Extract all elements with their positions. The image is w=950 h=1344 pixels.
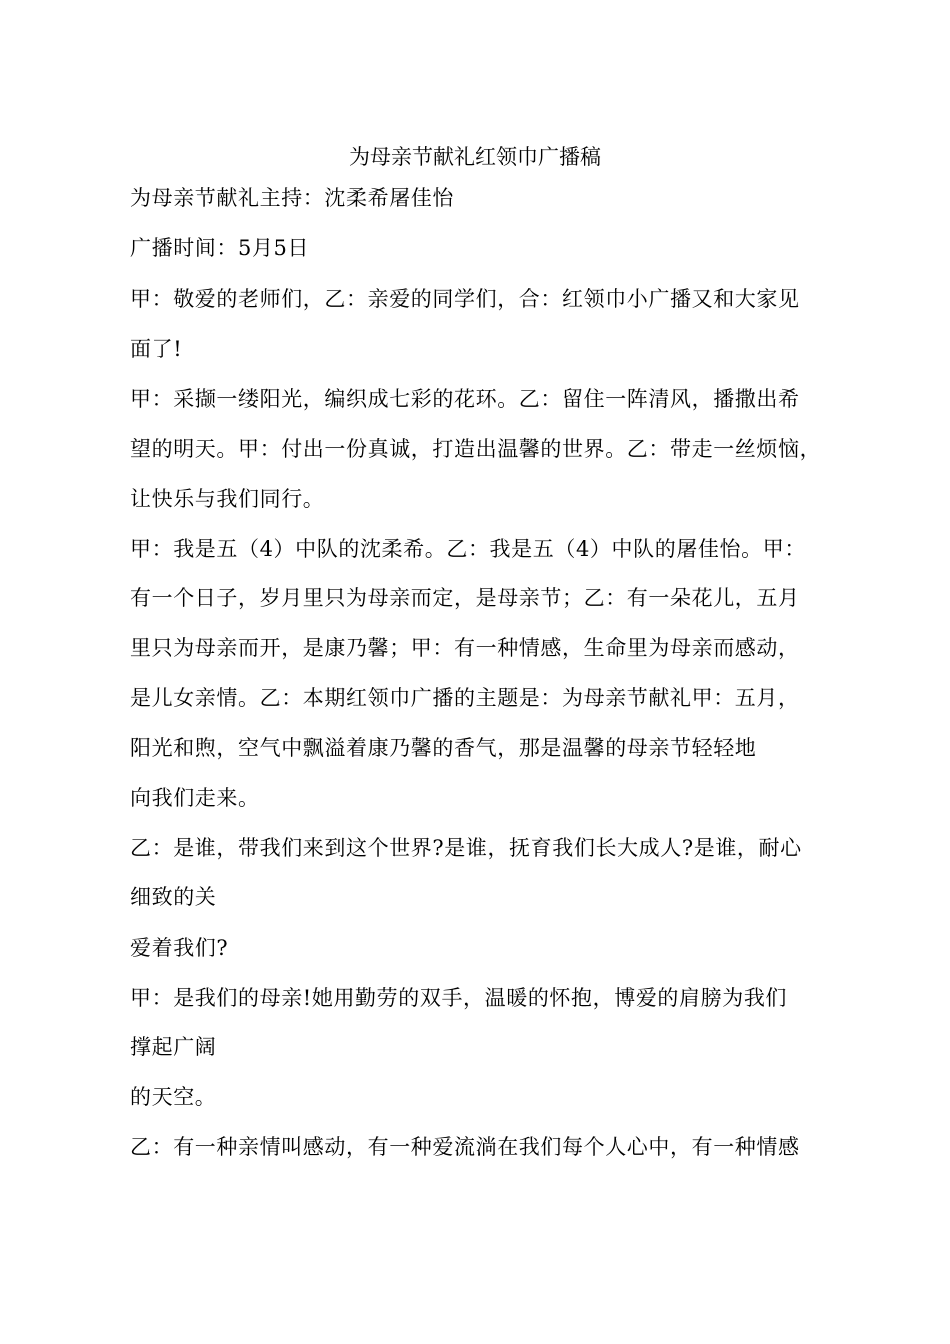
document-title: 为母亲节献礼红领巾广播稿: [349, 145, 601, 169]
body-line: 撑起广阔: [130, 1035, 217, 1059]
body-line: 有一个日子，岁月里只为母亲而定，是母亲节；乙：有一朵花儿，五月: [130, 586, 800, 610]
body-line: 甲：采撷一缕阳光，编织成七彩的花环。乙：留住一阵清风，播撒出希: [130, 387, 800, 411]
body-line: 望的明天。甲：付出一份真诚，打造出温馨的世界。乙：带走一丝烦恼，: [130, 437, 822, 461]
body-line: 爱着我们?: [130, 936, 229, 960]
body-line: 里只为母亲而开，是康乃馨；甲：有一种情感，生命里为母亲而感动，: [130, 636, 800, 660]
body-line: 的天空。: [130, 1085, 217, 1109]
body-line: 是儿女亲情。乙：本期红领巾广播的主题是：为母亲节献礼甲：五月，: [130, 686, 800, 710]
host-line: 为母亲节献礼主持：沈柔希屠佳怡: [130, 186, 454, 210]
body-line: 乙：是谁，带我们来到这个世界?是谁，抚育我们长大成人?是谁，耐心: [130, 836, 802, 860]
body-line: 细致的关: [130, 885, 217, 909]
body-line: 让快乐与我们同行。: [130, 487, 325, 511]
body-line: 乙：有一种亲情叫感动，有一种爱流淌在我们每个人心中，有一种情感: [130, 1135, 800, 1159]
body-line: 甲：我是五（4）中队的沈柔希。乙：我是五（4）中队的屠佳怡。甲：: [130, 537, 806, 561]
broadcast-time-line: 广播时间：5月5日: [130, 236, 310, 260]
body-line: 面了!: [130, 337, 183, 361]
body-line: 向我们走来。: [130, 786, 260, 810]
body-line: 甲：敬爱的老师们，乙：亲爱的同学们，合：红领巾小广播又和大家见: [130, 287, 800, 311]
body-line: 阳光和煦，空气中飘溢着康乃馨的香气，那是温馨的母亲节轻轻地: [130, 736, 757, 760]
body-line: 甲：是我们的母亲!她用勤劳的双手，温暖的怀抱，博爱的肩膀为我们: [130, 986, 788, 1010]
